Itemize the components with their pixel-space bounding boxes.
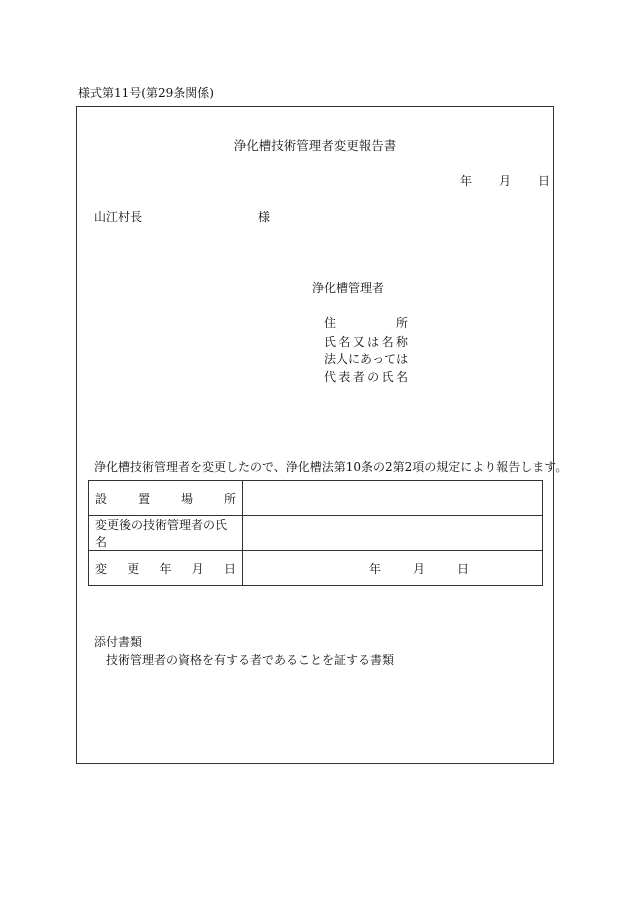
char: 更	[127, 561, 140, 576]
char: 年	[159, 561, 172, 576]
new-manager-label: 変更後の技術管理者の氏名	[95, 518, 228, 549]
report-date	[460, 172, 550, 189]
month-label: 月	[498, 174, 511, 188]
char: 所	[223, 491, 236, 506]
attachment-item: 技術管理者の資格を有する者であることを証する書類	[106, 653, 395, 667]
info-table	[88, 480, 543, 586]
char: 又	[352, 335, 365, 349]
char: の	[367, 370, 380, 384]
char: 人	[336, 352, 349, 366]
char: 日	[223, 561, 236, 576]
char: 称	[395, 335, 408, 349]
honorific: 様	[258, 210, 271, 224]
new-manager-value-cell[interactable]	[243, 516, 543, 551]
day-label: 日	[456, 561, 469, 576]
char: 住	[324, 316, 337, 330]
change-date-label-cell	[89, 551, 243, 586]
char: 設	[95, 491, 108, 506]
table-row	[89, 481, 543, 516]
form-number: 様式第11号(第29条関係)	[78, 86, 214, 100]
char: て	[384, 352, 397, 366]
form-title: 浄化槽技術管理者変更報告書	[233, 138, 397, 153]
address-field-label	[324, 314, 408, 331]
day-label: 日	[537, 174, 550, 188]
attachments-heading: 添付書類	[94, 635, 143, 649]
char: 表	[338, 370, 351, 384]
table-row	[89, 516, 543, 551]
char: は	[367, 335, 380, 349]
char: 者	[352, 370, 365, 384]
char: に	[348, 352, 361, 366]
char: 氏	[381, 370, 394, 384]
corporate-field-label	[324, 350, 408, 367]
name-field-label	[324, 333, 408, 350]
recipient: 山江村長	[94, 210, 143, 224]
char: 変	[95, 561, 108, 576]
char: 所	[395, 316, 408, 330]
char: 名	[395, 370, 408, 384]
year-label: 年	[369, 561, 382, 576]
char: 置	[137, 491, 150, 506]
table-row	[89, 551, 543, 586]
manager-label: 浄化槽管理者	[312, 281, 385, 295]
month-label: 月	[412, 561, 425, 576]
char: 名	[338, 335, 351, 349]
location-value-cell[interactable]	[243, 481, 543, 516]
new-manager-label-cell	[89, 516, 243, 551]
change-date-value-cell[interactable]	[243, 551, 543, 586]
year-label: 年	[460, 174, 473, 188]
representative-field-label	[324, 368, 408, 385]
char: は	[396, 352, 409, 366]
char: あ	[360, 352, 373, 366]
char: 氏	[324, 335, 337, 349]
char: 名	[381, 335, 394, 349]
char: 代	[324, 370, 337, 384]
char: 場	[180, 491, 193, 506]
char: っ	[372, 352, 385, 366]
location-label-cell	[89, 481, 243, 516]
char: 法	[324, 352, 337, 366]
char: 月	[191, 561, 204, 576]
report-statement: 浄化槽技術管理者を変更したので、浄化槽法第10条の2第2項の規定により報告します。	[94, 460, 568, 474]
